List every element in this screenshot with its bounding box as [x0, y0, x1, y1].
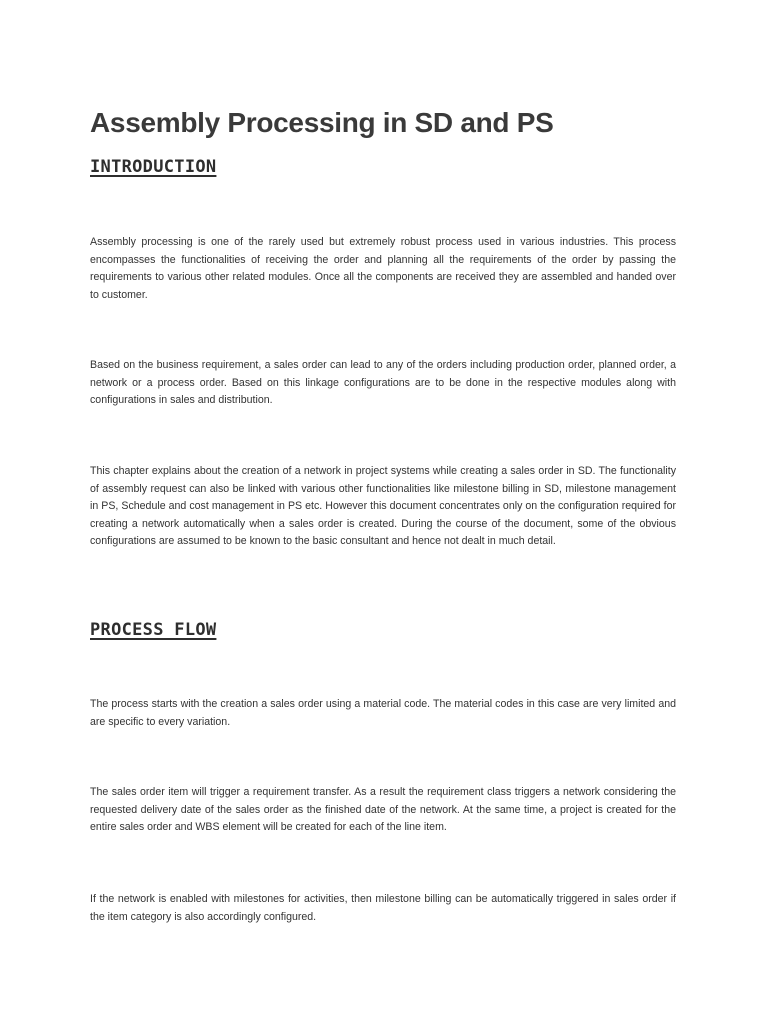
document-title: Assembly Processing in SD and PS	[90, 107, 554, 138]
process-paragraph-2: The sales order item will trigger a requirement transfer. As a result the requirement class triggers a network considering the requested delivery date of the sales order as the finished date of the network. At the same time, a project is created for the entire sales order and WBS element will be created for each of the line item.	[90, 786, 676, 833]
process-paragraph-3: If the network is enabled with milestones for activities, then milestone billing can be automatically triggered in sales order if the item category is also accordingly configured.	[90, 893, 676, 923]
intro-paragraph-1: Assembly processing is one of the rarely used but extremely robust process used in various industries. This process encompasses the functionalities of receiving the order and planning all the requirements of the order by passing the requirements to various other related modules. Once all the components are received they are assembled and handed over to customer.	[90, 236, 676, 301]
section-heading-introduction: INTRODUCTION	[90, 157, 217, 177]
process-paragraph-1: The process starts with the creation a sales order using a material code. The material codes in this case are very limited and are specific to every variation.	[90, 698, 676, 728]
section-heading-process-flow: PROCESS FLOW	[90, 620, 217, 640]
intro-paragraph-3: This chapter explains about the creation of a network in project systems while creating a sales order in SD. The functionality of assembly request can also be linked with various other functionalities like milestone billing in SD, milestone management in PS, Schedule and cost management in PS etc. However this document concentrates only on the configuration required for creating a network automatically when a sales order is created. During the course of the document, some of the obvious configurations are assumed to be known to the basic consultant and hence not dealt in much detail.	[90, 465, 676, 547]
intro-paragraph-2: Based on the business requirement, a sales order can lead to any of the orders including production order, planned order, a network or a process order. Based on this linkage configurations are to be done in the respective modules along with configurations in sales and distribution.	[90, 359, 676, 406]
